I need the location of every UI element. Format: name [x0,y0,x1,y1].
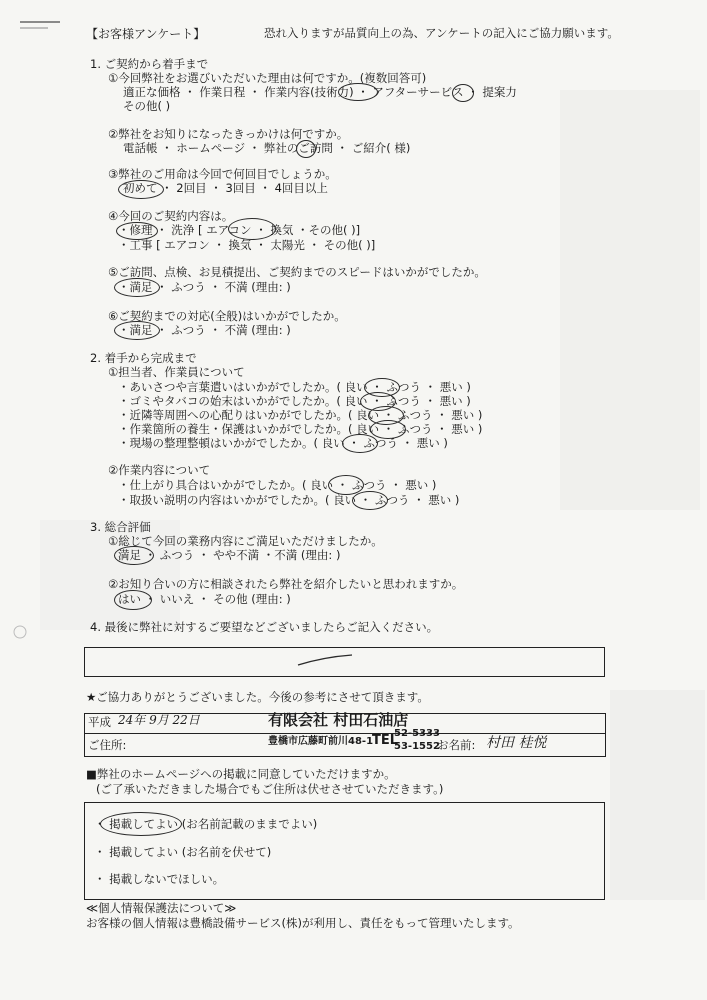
consent-option[interactable]: ・ 掲載しないでほしい。 [94,872,225,886]
date-prefix: 平成 [88,715,111,729]
s1-q4-question: ④今回のご契約内容は。 [108,209,234,223]
answer-circle [114,321,160,340]
answer-circle [452,84,474,102]
privacy-heading: ≪個人情報保護法について≫ [86,901,237,915]
s1-q1-options: 適正な価格 ・ 作業日程 ・ 作業内容(技術力) ・ アフターサービス ・ 提案力 [123,85,517,99]
answer-circle [228,218,276,240]
customer-name[interactable]: 村田 桂悦 [486,735,547,751]
consent-heading: ■弊社のホームページへの掲載に同意していただけますか。 [86,767,396,781]
answer-circle [114,546,154,565]
answer-circle [370,420,406,439]
section1-heading: 1. ご契約から着手まで [90,57,209,71]
s2-q2-item: ・取扱い説明の内容はいかがでしたか。( 良い ・ ふつう ・ 悪い ) [118,493,460,507]
s1-q1-other: その他( ) [123,99,171,113]
s3-q2-question: ②お知り合いの方に相談されたら弊社を紹介したいと思われますか。 [108,577,464,591]
date-value[interactable]: 24年 9月 22日 [118,713,200,727]
s2-q1-item: ・ゴミやタバコの始末はいかがでしたか。( 良い ・ ふつう ・ 悪い ) [118,394,471,408]
tel-number-1: 52-5333 [394,728,440,739]
pen-stroke [296,652,356,668]
s1-q3-question: ③弊社のご用命は今回で何回目でしょうか。 [108,167,337,181]
s3-q1-question: ①総じて今回の業務内容にご満足いただけましたか。 [108,534,383,548]
address-label: ご住所: [88,738,127,752]
s2-q1-item: ・現場の整理整頓はいかがでしたか。( 良い ・ ふつう ・ 悪い ) [118,436,448,450]
section2-heading: 2. 着手から完成まで [90,351,197,365]
consent-option[interactable]: ・ 掲載してよい (お名前を伏せて) [94,845,272,859]
s1-q2-question: ②弊社をお知りになったきっかけは何ですか。 [108,127,349,141]
company-stamp: 有限会社 村田石油店 [268,711,409,729]
survey-subtitle: 恐れ入りますが品質向上の為、アンケートの記入にご協力願います。 [264,26,619,40]
privacy-text: お客様の個人情報は豊橋設備サービス(株)が利用し、責任をもって管理いたします。 [86,916,520,930]
s1-q2-options: 電話帳 ・ ホームページ ・ 弊社のご訪問 ・ ご紹介( 様) [123,141,411,155]
answer-circle [114,278,160,297]
answer-circle [100,812,182,836]
customer-info-divider [84,733,606,734]
s1-q4-line2: ・工事 [ エアコン ・ 換気 ・ 太陽光 ・ その他( )] [118,238,376,252]
company-address: 豊橋市広藤町前川48-1 [268,736,374,747]
s2-q1-item: ・あいさつや言葉遣いはいかがでしたか。( 良い ・ ふつう ・ 悪い ) [118,380,471,394]
s1-q5-options: ・満足 ・ ふつう ・ 不満 (理由: ) [118,280,291,294]
s2-q1-question: ①担当者、作業員について [108,365,245,379]
answer-circle [118,180,164,199]
s1-q1-question: ①今回弊社をお選びいただいた理由は何ですか。(複数回答可) [108,71,427,85]
s1-q3-options: 初めて ・ 2回目 ・ 3回目 ・ 4回目以上 [123,181,328,195]
answer-circle [338,83,378,101]
s1-q6-options: ・満足 ・ ふつう ・ 不満 (理由: ) [118,323,291,337]
tel-label: TEL [372,733,399,748]
name-label: お名前: [437,738,476,752]
s2-q1-item: ・近隣等周囲への心配りはいかがでしたか。( 良い ・ ふつう ・ 悪い ) [118,408,483,422]
s3-q1-options: 満足 ・ ふつう ・ やや不満 ・不満 (理由: ) [118,548,341,562]
tel-number-2: 53-1552 [394,741,440,752]
s1-q6-question: ⑥ご契約までの対応(全般)はいかがでしたか。 [108,309,346,323]
s2-q1-item: ・作業箇所の養生・保護はいかがでしたか。( 良い ・ ふつう ・ 悪い ) [118,422,483,436]
consent-note: (ご了承いただきました場合でもご住所は伏せさせていただきます。) [96,782,444,796]
thanks-message: ★ご協力ありがとうございました。今後の参考にさせて頂きます。 [86,690,429,704]
s2-q2-question: ②作業内容について [108,463,211,477]
s1-q4-line1: ・修理 ・ 洗浄 [ エアコン ・ 換気 ・その他( )] [118,223,361,237]
consent-option[interactable]: ・ 掲載してよい (お名前記載のままでよい) [94,817,318,831]
s2-q2-item: ・仕上がり具合はいかがでしたか。( 良い ・ ふつう ・ 悪い ) [118,478,437,492]
answer-circle [116,222,158,240]
section3-heading: 3. 総合評価 [90,520,151,534]
answer-circle [296,140,316,158]
survey-title: 【お客様アンケート】 [86,27,206,41]
answer-circle [114,590,152,610]
answer-circle [352,491,388,510]
s3-q2-options: はい ・ いいえ ・ その他 (理由: ) [118,592,291,606]
answer-circle [342,434,378,453]
s1-q5-question: ⑤ご訪問、点検、お見積提出、ご契約までのスピードはいかがでしたか。 [108,265,486,279]
section4-heading: 4. 最後に弊社に対するご要望などございましたらご記入ください。 [90,620,439,634]
